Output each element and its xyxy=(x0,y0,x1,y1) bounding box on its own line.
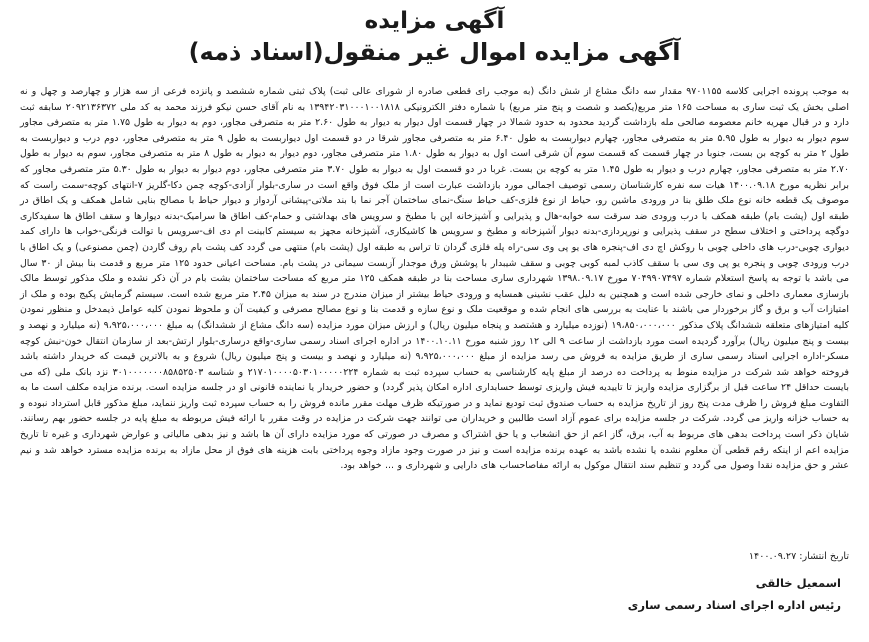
notice-body: به موجب پرونده اجرایی کلاسه ۹۷۰۱۱۵۵ مقدار سه دانگ مشاع از شش دانگ (به موجب رای قطعی صادره از شورای عالی ثبت) پلاک ثبتی شماره ششصد و پانزده فرعی از سه هزار و چهارصد و چهل و نه اصلی بخش یک ثبت ساری به مساحت ۱۶۵ متر مربع(یکصد و شصت و پنج متر مربع) با شماره دفتر الکترونیکی ۱۳۹۴۲۰۳۱۰۰۰۱۰۰۱۸۱۸ به نام آقای حسن نیکو فرزند محمد به کد ملی ۲۰۹۲۱۳۶۳۷۲ سابقه ثبت دارد و در قبال مهریه خانم معصومه صالحی مله بازداشت گردید محدود به حدود شمالا در چهار قسمت اول دیوار به دیوار به طول ۲.۶۰ متر به متصرفی مجاور، دوم به دیوار به طول ۱.۷۵ متر به متصرفی مجاور سوم دیوار به دیوار به طول ۵.۹۵ متر به متصرفی مجاور، چهارم دیواربست به طول ۶.۴۰ متر به متصرفی مجاور شرقا در دو قسمت اول دیواربست به طول ۹ متر به متصرفی مجاور، دوم درب و دیواربست به طول ۲ متر به کوچه بن بست، جنوبا در چهار قسمت که قسمت سوم آن شرقی است اول به دیوار به طول ۱.۸۰ متر متصرفی مجاور، دوم دیوار به دیوار به طول ۸ متر به متصرفی مجاور، سوم به دیوار به طول ۲.۷۰ متر به متصرفی مجاور، چهارم درب و دیوار به طول ۱.۴۵ متر به کوچه بن بست. غربا در دو قسمت اول به دیوار به طول ۳.۷۰ متر متصرفی مجاور، دوم دیوار به دیوار به طول ۵.۳۰ متر متصرفی مجاور که برابر نظریه مورخ ۱۴۰۰.۰۹.۱۸ هیات سه نفره کارشناسان رسمی توصیف اجمالی مورد بازداشت عبارت است از ملک فوق واقع است در ساری-بلوار آزادی-کوچه چمن دکا-گلریز ۷-انتهای کوچه-سمت راست که موصوف یک قطعه خانه نوع ملک طلق بنا در ورودی ماشین رو، حیاط از نوع فلزی-کف حیاط سنگ-نمای ساختمان آجر نما با بند ملاتی-پیشانی آردواز و دیوار حیاط با مصالح بنایی شامل همکف و یک اطاق در طبقه اول (پشت بام) طبقه همکف با درب ورودی ضد سرقت سه خوابه-هال و پذیرایی و آشپزخانه اپن با مطبخ و سرویس های بهداشتی و حمام-کف اطاق ها سرامیک-بدنه دیوارها و سقف اطاق ها سفیدکاری دوگچه پرداختی و اختلاف سطح در سقف پذیرایی و نورپردازی-بدنه دیوار آشپزخانه و مطبخ و سرویس ها کاشیکاری، آشپزخانه مجهز به سیستم کابینت ام دی اف-سرویس با توالت فرنگی-خواب ها دارای کمد دیواری چوبی-درب های داخلی چوبی با روکش اچ دی اف-پنجره های یو پی وی سی-راه پله فلزی گردان تا تراس به طبقه اول (پشت بام) منتهی می گردد کف پشت بام روف گاردن (چمن مصنوعی) و یک اطاق با درب ورودی چوبی و پنجره یو پی وی سی با سقف کاذب لمبه کوبی چوبی و سقف شیبدار با پوشش ورق موجدار آزبست سیمانی در پشت بام. مساحت اعیانی حدود ۱۲۵ متر مربع و قدمت بنا بیش از ۳۰ سال می باشد با توجه به پاسخ استعلام شماره ۷۰۴۹۹۰۷۴۹۷ مورخ ۱۳۹۸.۰۹.۱۷ شهرداری ساری مساحت بنا در طبقه همکف ۱۲۵ متر مربع که مساحت ساختمان بشت بام در آن ذکر نشده و ملک مذکور توسط مالک بازسازی معماری داخلی و نمای خارجی شده است و همچنین به دلیل عقب نشینی همسایه و ورودی حیاط بیشتر از میزان مندرج در سند به میزان ۲.۴۵ متر مربع شده است. سیستم گرمایش پکیج بوده و ملک از امتیازات آب و برق و گاز برخوردار می باشند با عنایت به بررسی های انجام شده و موقعیت ملک و نوع سازه و قدمت بنا و نوع مصالح مصرفی و کیفیت آن و ملحوظ نمودن کلیه عوامل ذیمدخل و منظور نمودن کلیه امتیازهای متعلقه ششدانگ پلاک مذکور ۱۹،۸۵۰،۰۰۰،۰۰۰ (نوزده میلیارد و هشتصد و پنجاه میلیون ریال) و ارزش میزان مورد مزایده (سه دانگ مشاع از ششدانگ) به مبلغ ۹،۹۲۵،۰۰۰،۰۰۰ (نه میلیارد و نهصد و بیست و پنج میلیون ریال) برآورد گردیده است مورد بازداشت از ساعت ۹ الی ۱۲ روز شنبه مورخ ۱۴۰۰.۱۰.۱۱ در اداره اجرای اسناد رسمی ساری-واقع درساری-بلوار ارتش-بعد از سازمان انتقال خون-نبش کوچه مسکر-اداره اجرایی اسناد رسمی ساری از طریق مزایده به فروش می رسد مزایده از مبلغ ۹،۹۲۵،۰۰۰،۰۰۰ (نه میلیارد و نهصد و بیست و پنج میلیون ریال) شروع و به بالاترین قیمت که خریدار داشته باشد فروخته خواهد شد شرکت در مزایده منوط به پرداخت ده درصد از مبلغ پایه کارشناسی به حساب سپرده ثبت به شماره ۲۱۷۰۱۰۰۰۰۵۰۳۰۱۰۰۰۰۰۲۲۴ و شناسه ۳۰۱۰۰۰۰۰۰۰۸۵۸۵۲۵۰۳ نزد بانک ملی (که می بایست حداقل ۲۴ ساعت قبل از برگزاری مزایده واریز تا تاییدیه فیش واریزی توسط حسابداری اداره امکان پذیر گردد) و حضور خریدار یا نماینده قانونی او در جلسه مزایده است. برنده مزایده مکلف است ما به التفاوت مبلغ فروش را ظرف مدت پنج روز از تاریخ مزایده به حساب صندوق ثبت تودیع نماید و در صورتیکه ظرف مهلت مقرر مانده فروش را به حساب سپرده ثبت واریز ننماید، مبلغ مذکور قابل استرداد نبوده و به حساب خزانه واریز می گردد. شرکت در جلسه مزایده برای عموم آزاد است طالبین و خریداران می توانند جهت شرکت در مزایده در وقت مقرر با ارائه فیش مربوطه به مبلغ پایه در جلسه حضور بهم رسانند. شایان ذکر است پرداخت بدهی های مربوط به آب، برق، گاز اعم از حق انشعاب و یا حق اشتراک و مصرف در صورتی که مورد مزایده دارای آن ها باشد و نیز بدهی مالیاتی و عوارض شهرداری و غیره تا تاریخ مزایده اعم از اینکه رقم قطعی آن معلوم نشده یا نشده باشد به عهده برنده مزایده است و نیز در صورت وجود مازاد وجوه پرداختی بابت هزینه های فوق از محل مازاد به برنده مزایده مسترد خواهد شد و نیم عشر و حق مزایده نقدا وصول می گردد و تنظیم سند انتقال موکول به ارائه مفاصاحساب های دارایی و شهرداری و ... خواهد بود. xyxy=(20,86,850,472)
publish-date: تاریخ انتشار: ۱۴۰۰.۰۹.۲۷ xyxy=(748,551,849,562)
signer-title: رئیس اداره اجرای اسناد رسمی ساری xyxy=(627,598,841,612)
signer-name: اسمعیل خالقی xyxy=(755,576,841,590)
notice-subtitle: آگهی مزایده اموال غیر منقول(اسناد ذمه) xyxy=(188,38,681,66)
notice-title: آگهی مزایده xyxy=(364,8,505,34)
auction-notice xyxy=(14,6,855,634)
signature-block xyxy=(14,574,841,614)
